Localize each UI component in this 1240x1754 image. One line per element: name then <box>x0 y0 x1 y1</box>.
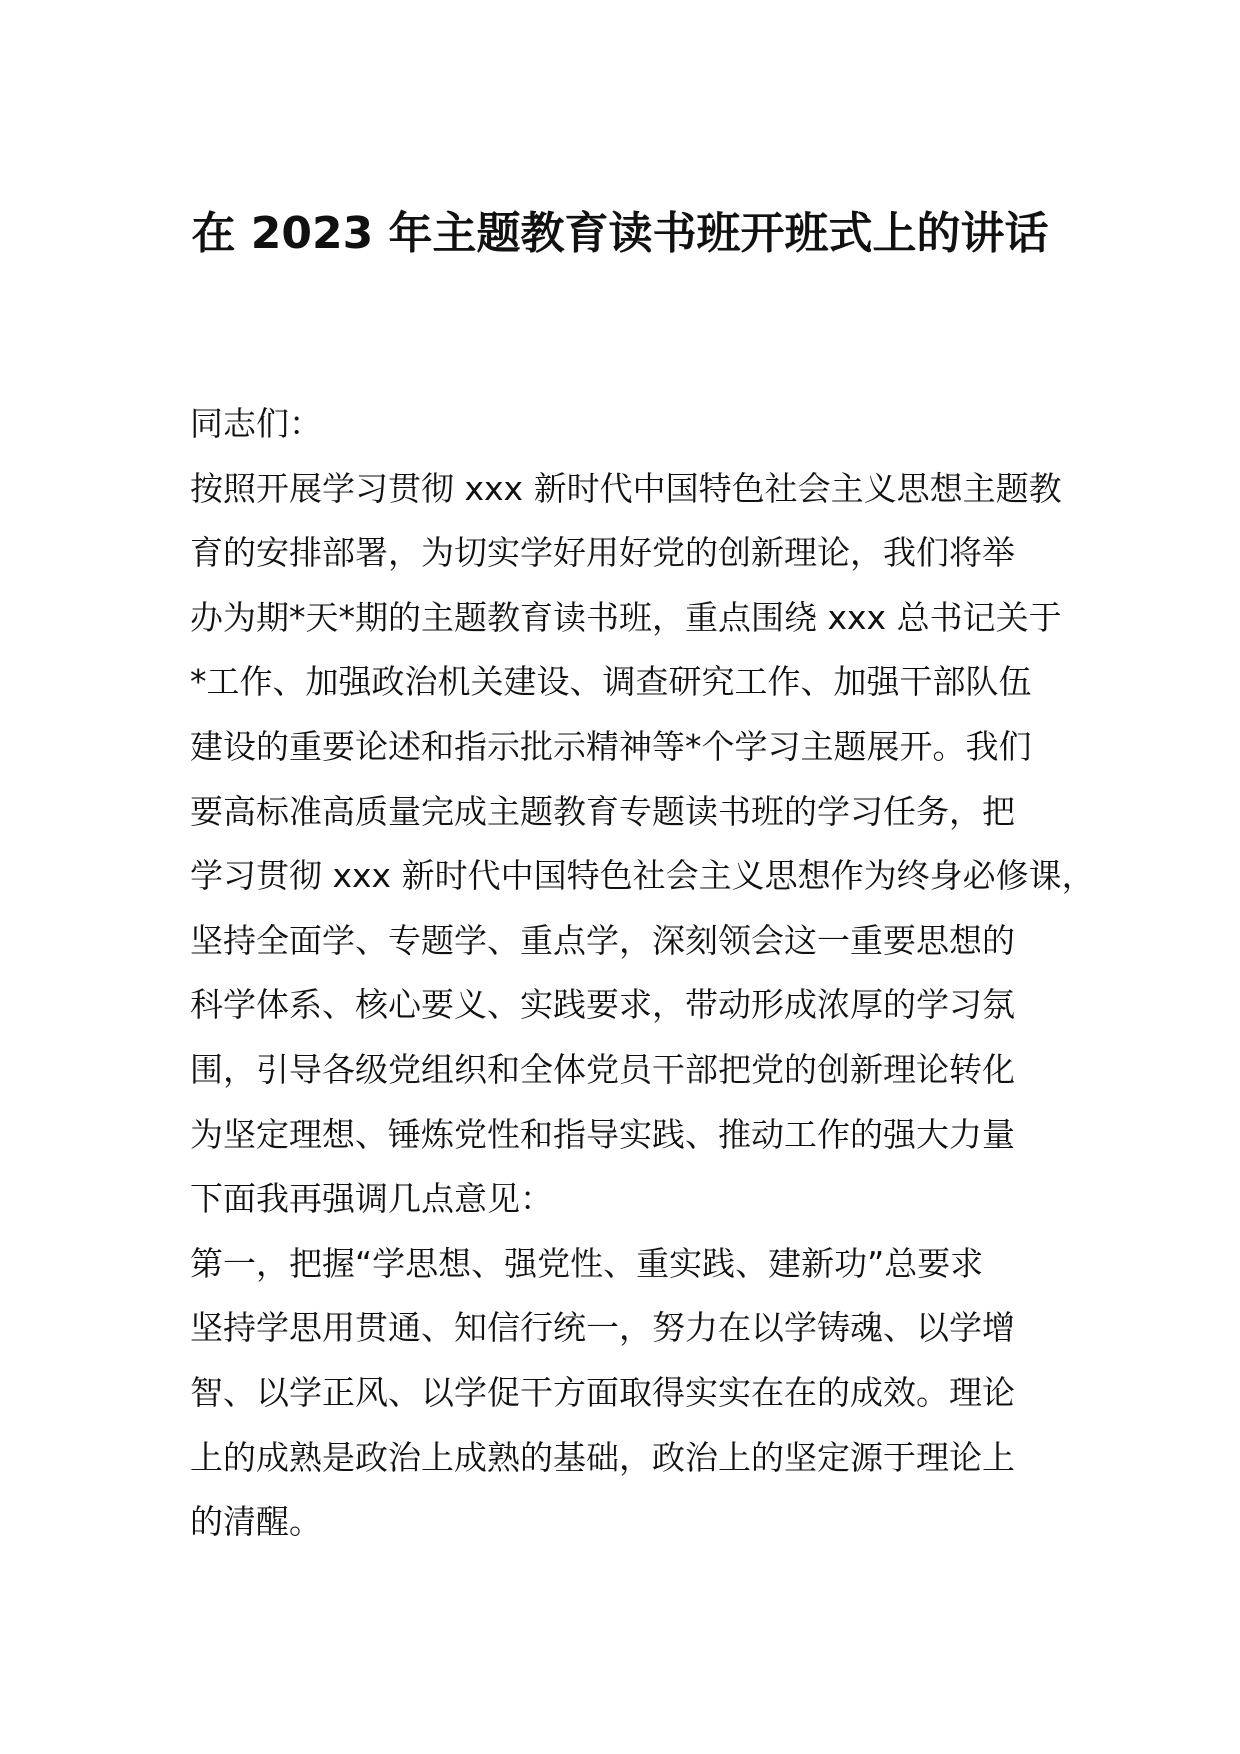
document-body <box>190 392 1095 1555</box>
body-line: 建设的重要论述和指示批示精神等*个学习主题展开。我们 <box>190 726 1032 766</box>
body-line: 的清醒。 <box>190 1502 322 1542</box>
body-line: 第一，把握“学思想、强党性、重实践、建新功”总要求 <box>190 1243 984 1283</box>
body-line: 坚持学思用贯通、知信行统一，努力在以学铸魂、以学增 <box>190 1308 1015 1348</box>
body-line: 学习贯彻 xxx 新时代中国特色社会主义思想作为终身必修课， <box>190 856 1095 896</box>
body-line: 坚持全面学、专题学、重点学，深刻领会这一重要思想的 <box>190 920 1015 960</box>
body-line: 办为期*天*期的主题教育读书班，重点围绕 xxx 总书记关于 <box>190 597 1062 637</box>
body-line: 上的成熟是政治上成熟的基础，政治上的坚定源于理论上 <box>190 1437 1015 1477</box>
document-title: 在 2023 年主题教育读书班开班式上的讲话 <box>191 208 1049 259</box>
body-line: 要高标准高质量完成主题教育专题读书班的学习任务，把 <box>190 791 1015 831</box>
body-line: 按照开展学习贯彻 xxx 新时代中国特色社会主义思想主题教 <box>190 468 1062 508</box>
body-line: 育的安排部署，为切实学好用好党的创新理论，我们将举 <box>190 533 1015 573</box>
body-line: 围，引导各级党组织和全体党员干部把党的创新理论转化 <box>190 1049 1015 1089</box>
body-line: *工作、加强政治机关建设、调查研究工作、加强干部队伍 <box>190 662 1032 702</box>
body-line: 为坚定理想、锤炼党性和指导实践、推动工作的强大力量 <box>190 1114 1015 1154</box>
body-line: 下面我再强调几点意见： <box>190 1179 553 1219</box>
body-line: 智、以学正风、以学促干方面取得实实在在的成效。理论 <box>190 1372 1015 1412</box>
body-line: 同志们： <box>190 404 322 443</box>
body-line: 科学体系、核心要义、实践要求，带动形成浓厚的学习氛 <box>190 985 1015 1025</box>
